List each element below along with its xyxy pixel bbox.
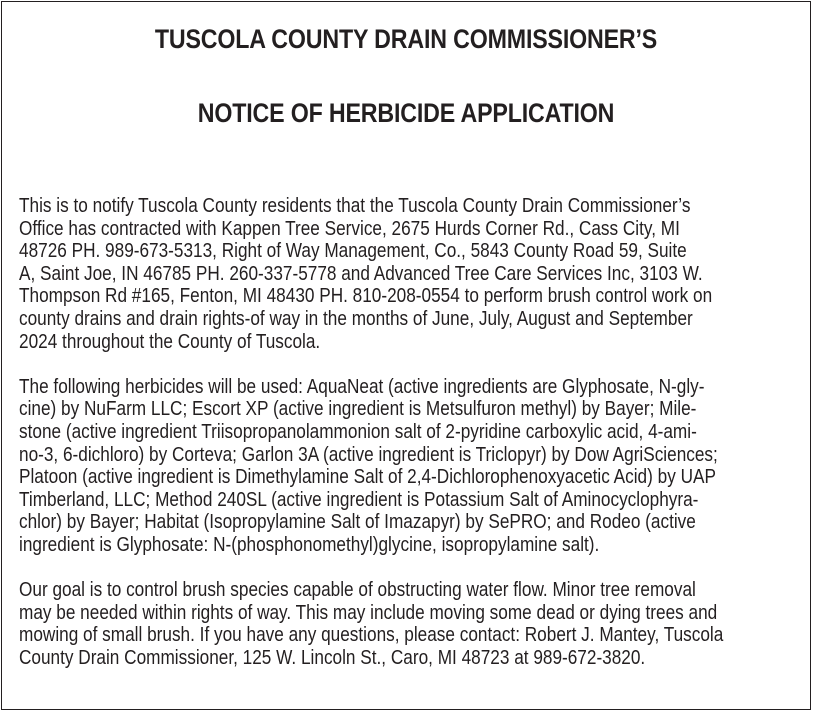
paragraph-contact — [19, 579, 803, 669]
text-line: county drains and drain rights-of way in the months of June, July, August and September — [19, 307, 693, 330]
text-line: County Drain Commissioner, 125 W. Lincoln St., Caro, MI 48723 at 989-672-3820. — [19, 646, 646, 669]
herbicide-notice — [1, 1, 811, 710]
notice-body — [19, 195, 803, 669]
text-line: mowing of small brush. If you have any questions, please contact: Robert J. Mantey, Tuscola — [19, 624, 724, 647]
text-line: This is to notify Tuscola County residents that the Tuscola County Drain Commissioner’s — [19, 195, 691, 217]
paragraph-contractors — [19, 195, 803, 353]
text-line: Office has contracted with Kappen Tree Service, 2675 Hurds Corner Rd., Cass City, MI — [19, 217, 680, 240]
text-line: no-3, 6-dichloro) by Corteva; Garlon 3A (active ingredient is Triclopyr) by Dow AgriSciences; — [19, 443, 718, 466]
text-line: Thompson Rd #165, Fenton, MI 48430 PH. 810-208-0554 to perform brush control work on — [19, 285, 713, 308]
text-line: cine) by NuFarm LLC; Escort XP (active ingredient is Metsulfuron methyl) by Bayer; Mile- — [19, 398, 697, 421]
text-line: 2024 throughout the County of Tuscola. — [19, 330, 321, 353]
text-line: 48726 PH. 989-673-5313, Right of Way Management, Co., 5843 County Road 59, Suite — [19, 240, 687, 263]
text-line: chlor) by Bayer; Habitat (Isopropylamine Salt of Imazapyr) by SePRO; and Rodeo (active — [19, 511, 696, 534]
text-line: Timberland, LLC; Method 240SL (active ingredient is Potassium Salt of Aminocyclophyra- — [19, 488, 699, 511]
text-line: stone (active ingredient Triisopropanolammonion salt of 2-pyridine carboxylic acid, 4-ami- — [19, 420, 697, 443]
text-line: Our goal is to control brush species capable of obstructing water flow. Minor tree removal — [19, 579, 696, 602]
text-line: The following herbicides will be used: AquaNeat (active ingredients are Glyphosate, N-gly- — [19, 375, 705, 398]
text-line: ingredient is Glyphosate: N-(phosphonomethyl)glycine, isopropylamine salt). — [19, 533, 600, 556]
text-line: may be needed within rights of way. This may include moving some dead or dying trees and — [19, 601, 718, 624]
notice-subheading: NOTICE OF HERBICIDE APPLICATION — [197, 98, 615, 128]
text-line: A, Saint Joe, IN 46785 PH. 260-337-5778 and Advanced Tree Care Services Inc, 3103 W. — [19, 262, 703, 285]
notice-heading: TUSCOLA COUNTY DRAIN COMMISSIONER’S — [154, 24, 658, 54]
paragraph-herbicides — [19, 376, 803, 557]
text-line: Platoon (active ingredient is Dimethylamine Salt of 2,4-Dichlorophenoxyacetic Acid) by UAP — [19, 466, 716, 489]
